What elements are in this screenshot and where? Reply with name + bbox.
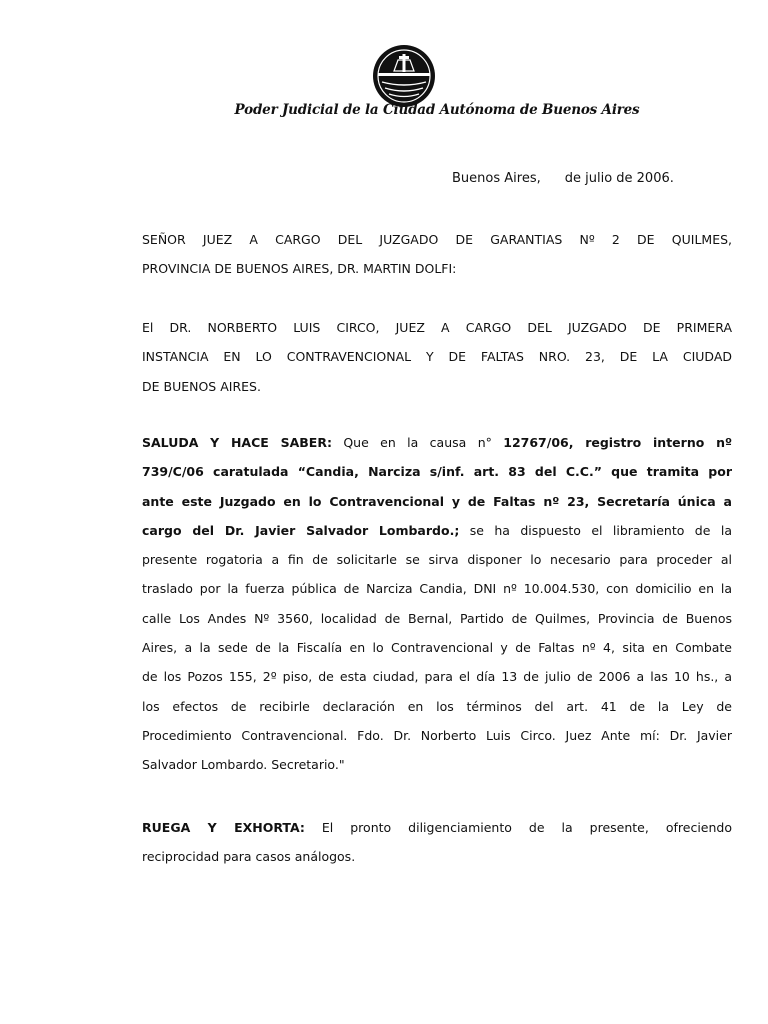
body-lead: SALUDA Y HACE SABER: <box>142 435 332 450</box>
body-line <box>142 457 732 486</box>
body-line: los efectos de recibirle declaración en los términos del art. 41 de la Ley de <box>142 698 732 714</box>
body-line: traslado por la fuerza pública de Narciza Candia, DNI nº 10.004.530, con domicilio en la <box>142 581 732 597</box>
body-line: Salvador Lombardo. Secretario." <box>142 757 345 773</box>
court-seal-icon <box>372 44 436 108</box>
sender-block <box>142 313 732 401</box>
body-line <box>142 487 732 516</box>
addressee-line: SEÑOR JUEZ A CARGO DEL JUZGADO DE GARANTIAS Nº 2 DE QUILMES, <box>142 232 732 247</box>
body-line: Procedimiento Contravencional. Fdo. Dr. Norberto Luis Circo. Juez Ante mí: Dr. Javier <box>142 727 732 743</box>
body-line: calle Los Andes Nº 3560, localidad de Bernal, Partido de Quilmes, Provincia de Buenos <box>142 610 732 626</box>
closing-line <box>142 813 732 842</box>
sender-line: INSTANCIA EN LO CONTRAVENCIONAL Y DE FALTAS NRO. 23, DE LA CIUDAD <box>142 349 732 365</box>
closing-lead: RUEGA Y EXHORTA: <box>142 820 305 835</box>
court-header: Poder Judicial de la Ciudad Autónoma de Buenos Aires <box>234 102 640 118</box>
body-line: Aires, a la sede de la Fiscalía en lo Contravencional y de Faltas nº 4, sita en Combate <box>142 640 732 656</box>
case-caption: 739/C/06 caratulada “Candia, Narciza s/inf. art. 83 del C.C.” que tramita por <box>142 464 732 480</box>
closing-line: reciprocidad para casos análogos. <box>142 849 356 865</box>
addressee-block <box>142 225 732 284</box>
sender-line: DE BUENOS AIRES. <box>142 378 261 394</box>
date-rest: de julio de 2006. <box>564 171 674 186</box>
court-reference: ante este Juzgado en lo Contravencional y de Faltas nº 23, Secretaría única a <box>142 493 732 509</box>
date-city: Buenos Aires, <box>452 171 541 186</box>
body-line: de los Pozos 155, 2º piso, de esta ciudad, para el día 13 de julio de 2006 a las 10 hs., a <box>142 669 732 685</box>
body-text-span: Que en la causa n° <box>343 435 492 450</box>
sender-line: El DR. NORBERTO LUIS CIRCO, JUEZ A CARGO DEL JUZGADO DE PRIMERA <box>142 320 732 335</box>
date-line <box>452 171 674 186</box>
body-line <box>142 428 732 457</box>
body-line <box>142 516 732 545</box>
case-number: 12767/06, registro interno nº <box>503 435 732 450</box>
body-line: presente rogatoria a fin de solicitarle se sirva disponer lo necesario para proceder al <box>142 552 732 568</box>
closing-text: El pronto diligenciamiento de la presente, ofreciendo <box>321 820 732 835</box>
addressee-line: PROVINCIA DE BUENOS AIRES, DR. MARTIN DOLFI: <box>142 261 457 277</box>
body-text-span: se ha dispuesto el libramiento de la <box>469 522 732 538</box>
body-paragraph <box>142 428 732 780</box>
closing-paragraph <box>142 813 732 872</box>
secretary-reference: cargo del Dr. Javier Salvador Lombardo.; <box>142 522 460 538</box>
